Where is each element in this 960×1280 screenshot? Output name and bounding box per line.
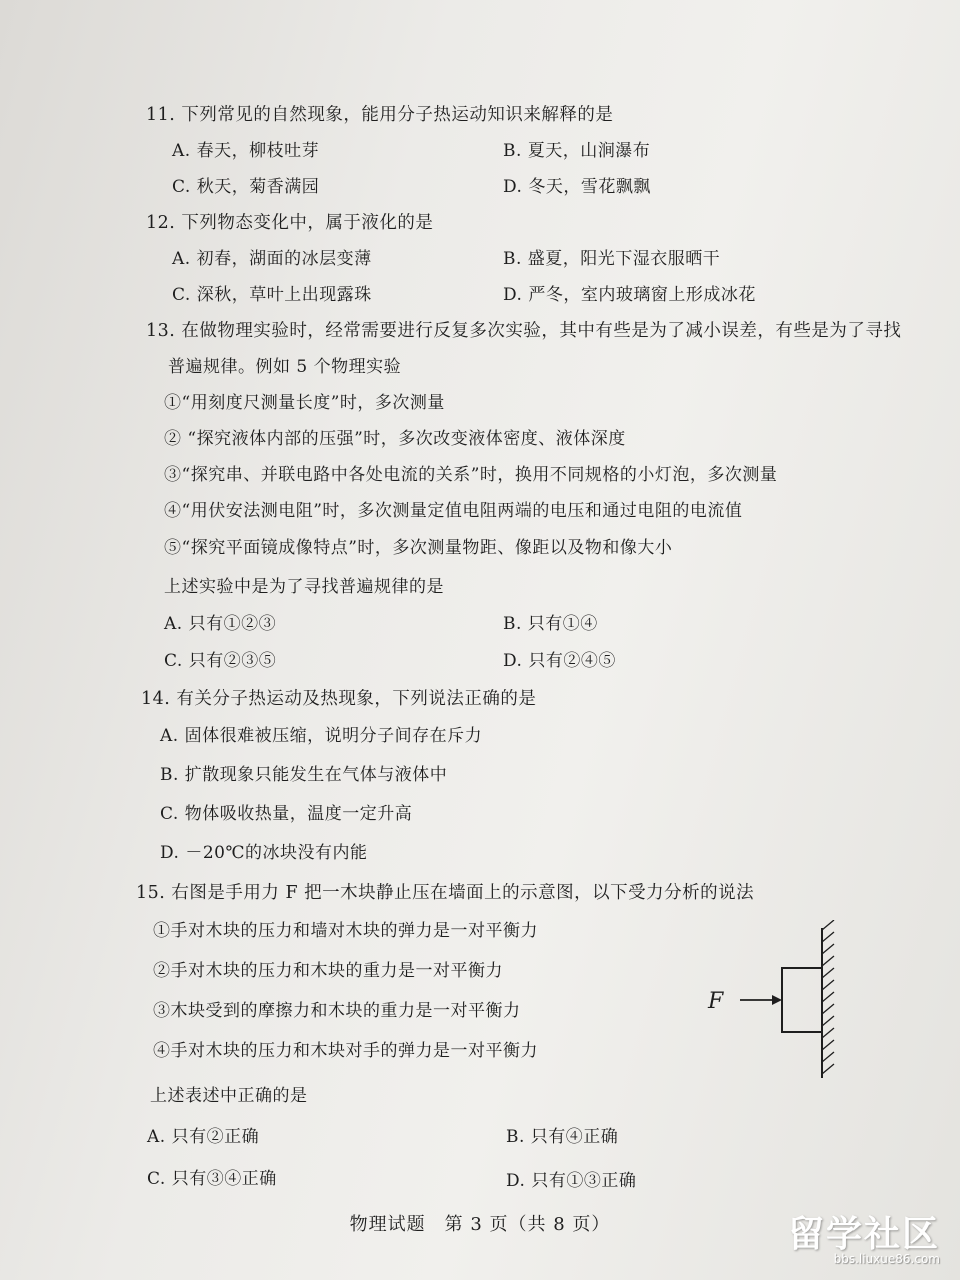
q11-option-c: C. 秋天，菊香满园: [172, 177, 320, 197]
q13-item-1: ①“用刻度尺测量长度”时，多次测量: [164, 393, 445, 413]
q14-option-b: B. 扩散现象只能发生在气体与液体中: [160, 765, 448, 785]
q15-item-3: ③木块受到的摩擦力和木块的重力是一对平衡力: [153, 1001, 521, 1021]
site-watermark: [786, 1206, 946, 1270]
q13-question: 上述实验中是为了寻找普遍规律的是: [164, 577, 444, 597]
q13-option-c: C. 只有②③⑤: [164, 651, 277, 671]
q15-question: 上述表述中正确的是: [150, 1086, 308, 1106]
q13-option-b: B. 只有①④: [503, 614, 598, 634]
q15-stem: 15. 右图是手用力 F 把一木块静止压在墙面上的示意图，以下受力分析的说法: [136, 883, 755, 903]
q15-option-b: B. 只有④正确: [506, 1127, 619, 1147]
q15-option-c: C. 只有③④正确: [147, 1169, 277, 1189]
q13-stem-line2: 普遍规律。例如 5 个物理实验: [168, 357, 402, 377]
q13-item-2: ② “探究液体内部的压强”时，多次改变液体密度、液体深度: [164, 429, 626, 449]
q12-option-d: D. 严冬，室内玻璃窗上形成冰花: [503, 285, 756, 305]
q14-option-d: D. －20℃的冰块没有内能: [160, 843, 368, 863]
q11-option-d: D. 冬天，雪花飘飘: [503, 177, 651, 197]
q14-option-a: A. 固体很难被压缩，说明分子间存在斥力: [160, 726, 483, 746]
q13-option-a: A. 只有①②③: [164, 614, 277, 634]
wall-hatching: [822, 920, 834, 1074]
q15-option-d: D. 只有①③正确: [506, 1171, 637, 1191]
q13-option-d: D. 只有②④⑤: [503, 651, 616, 671]
q12-option-c: C. 深秋，草叶上出现露珠: [172, 285, 372, 305]
force-arrow-head: [772, 995, 782, 1005]
q14-option-c: C. 物体吸收热量，温度一定升高: [160, 804, 413, 824]
watermark-url: bbs.liuxue86.com: [833, 1252, 940, 1266]
q15-item-4: ④手对木块的压力和木块对手的弹力是一对平衡力: [153, 1041, 538, 1061]
q13-item-5: ⑤“探究平面镜成像特点”时，多次测量物距、像距以及物和像大小: [164, 538, 673, 558]
q11-option-b: B. 夏天，山涧瀑布: [503, 141, 651, 161]
watermark-logo-text: 留学社区: [787, 1214, 940, 1255]
q15-item-1: ①手对木块的压力和墙对木块的弹力是一对平衡力: [153, 921, 538, 941]
q12-option-b: B. 盛夏，阳光下湿衣服晒干: [503, 249, 721, 269]
wood-block: [782, 968, 822, 1032]
q15-item-2: ②手对木块的压力和木块的重力是一对平衡力: [153, 961, 503, 981]
q14-stem: 14. 有关分子热运动及热现象，下列说法正确的是: [141, 689, 537, 709]
page-footer: 物理试题 第 3 页（共 8 页）: [349, 1214, 611, 1235]
q12-stem: 12. 下列物态变化中，属于液化的是: [146, 213, 434, 233]
force-diagram: [700, 920, 860, 1090]
q12-option-a: A. 初春，湖面的冰层变薄: [172, 249, 372, 269]
q13-item-4: ④“用伏安法测电阻”时，多次测量定值电阻两端的电压和通过电阻的电流值: [164, 501, 743, 521]
q15-option-a: A. 只有②正确: [147, 1127, 260, 1147]
q11-stem: 11. 下列常见的自然现象，能用分子热运动知识来解释的是: [146, 105, 614, 125]
q13-item-3: ③“探究串、并联电路中各处电流的关系”时，换用不同规格的小灯泡，多次测量: [164, 465, 778, 485]
force-label: F: [708, 989, 724, 1014]
q11-option-a: A. 春天，柳枝吐芽: [172, 141, 320, 161]
q13-stem-line1: 13. 在做物理实验时，经常需要进行反复多次实验，其中有些是为了减小误差，有些是为了寻找: [146, 321, 902, 341]
